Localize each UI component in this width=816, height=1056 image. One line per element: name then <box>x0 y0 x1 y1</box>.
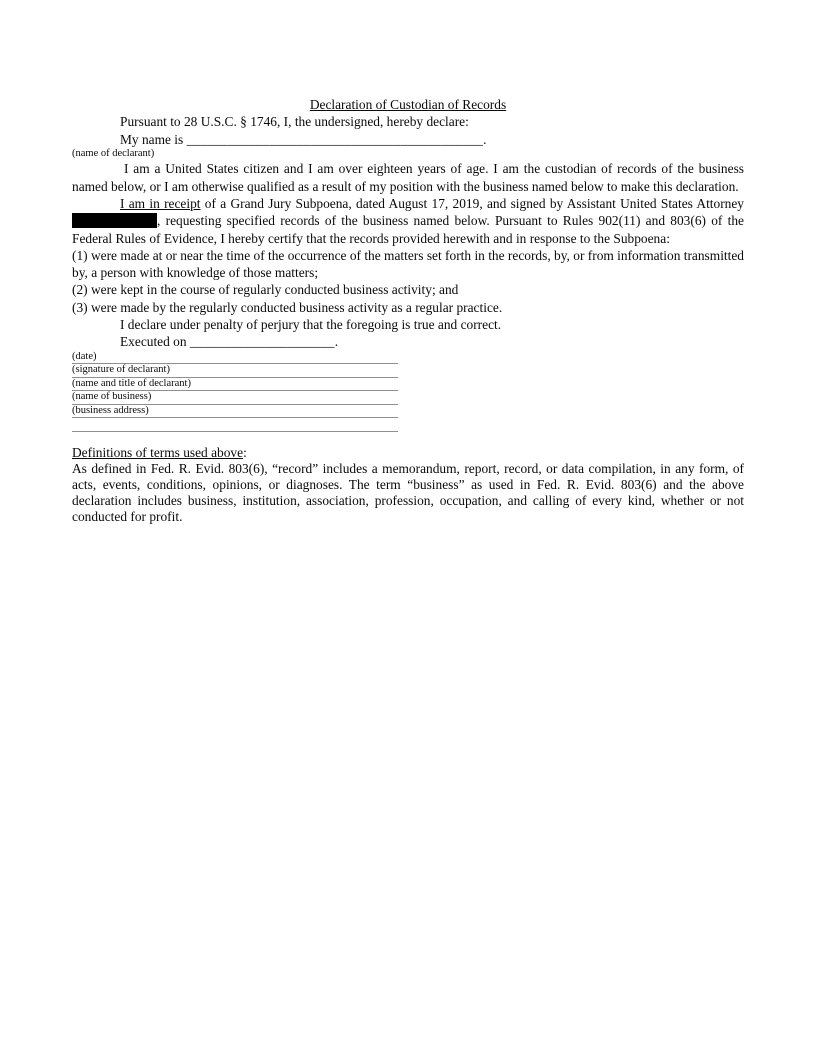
executed-on-line <box>72 333 744 350</box>
receipt-underlined-phrase: I am in receipt <box>120 195 201 211</box>
name-blank-field: ___________________________________________ <box>186 131 484 147</box>
signature-row <box>72 377 398 391</box>
name-line-prefix: My name is <box>120 131 187 147</box>
numbered-item-1: (1) were made at or near the time of the occurrence of the matters set forth in the records, by, or from information transmitted by, a person with knowledge of those matters; <box>72 247 744 281</box>
numbered-item-2: (2) were kept in the course of regularly conducted business activity; and <box>72 282 459 298</box>
name-of-declarant-label: (name of declarant) <box>72 147 155 159</box>
executed-prefix: Executed on <box>120 334 190 350</box>
name-of-business-label: (name of business) <box>72 391 152 403</box>
signature-row <box>72 404 398 418</box>
name-line-period: . <box>483 131 487 147</box>
definitions-section <box>72 444 744 524</box>
citizen-paragraph: I am a United States citizen and I am over eighteen years of age. I am the custodian of records of the business named below, or I am otherwise qualified as a result of my position with the business named below to make this declaration. <box>72 161 744 194</box>
document-title: Declaration of Custodian of Records <box>309 97 507 112</box>
receipt-paragraph <box>72 195 744 247</box>
signature-row <box>72 390 398 404</box>
definitions-heading-text: Definitions of terms used above <box>72 445 244 461</box>
name-and-title-of-declarant-label: (name and title of declarant) <box>72 377 191 389</box>
blank-signature-label <box>72 418 398 431</box>
signature-of-declarant-label: (signature of declarant) <box>72 364 170 376</box>
definitions-body: As defined in Fed. R. Evid. 803(6), “record” includes a memorandum, report, record, or data compilation, in any form, of acts, events, conditions, opinions, or diagnoses. The term “business” as used in Fed. R. Evid. 803(6) and the above declaration includes business, institution, association, profession, occupation, and calling of every kind, whether or not conducted for profit. <box>72 461 744 524</box>
signature-row <box>72 417 398 431</box>
blank-signature-label <box>72 432 398 445</box>
signature-row <box>72 431 398 445</box>
date-blank-field: _____________________ <box>189 334 335 350</box>
business-address-label: (business address) <box>72 404 149 416</box>
intro-declaration-line: Pursuant to 28 U.S.C. § 1746, I, the undersigned, hereby declare: <box>120 114 469 130</box>
numbered-item-3: (3) were made by the regularly conducted business activity as a regular practice. <box>72 299 503 315</box>
signature-row <box>72 363 398 377</box>
perjury-declaration-line: I declare under penalty of perjury that the foregoing is true and correct. <box>120 317 502 333</box>
definitions-heading-colon: : <box>243 445 247 461</box>
redacted-attorney-name-box <box>72 213 157 228</box>
receipt-rest-text: , requesting specified records of the business named below. Pursuant to Rules 902(11) and 803(6) of the Federal Rules of Evidence, I hereby certify that the records provided herewith and in response to the Subpoena: <box>72 213 744 246</box>
name-line <box>72 131 744 148</box>
date-label: (date) <box>72 350 97 362</box>
executed-period: . <box>334 334 339 350</box>
receipt-middle-text: of a Grand Jury Subpoena, dated August 17, 2019, and signed by Assistant United States Attorney <box>200 195 744 211</box>
signature-block <box>72 363 398 444</box>
definitions-heading <box>72 444 744 461</box>
